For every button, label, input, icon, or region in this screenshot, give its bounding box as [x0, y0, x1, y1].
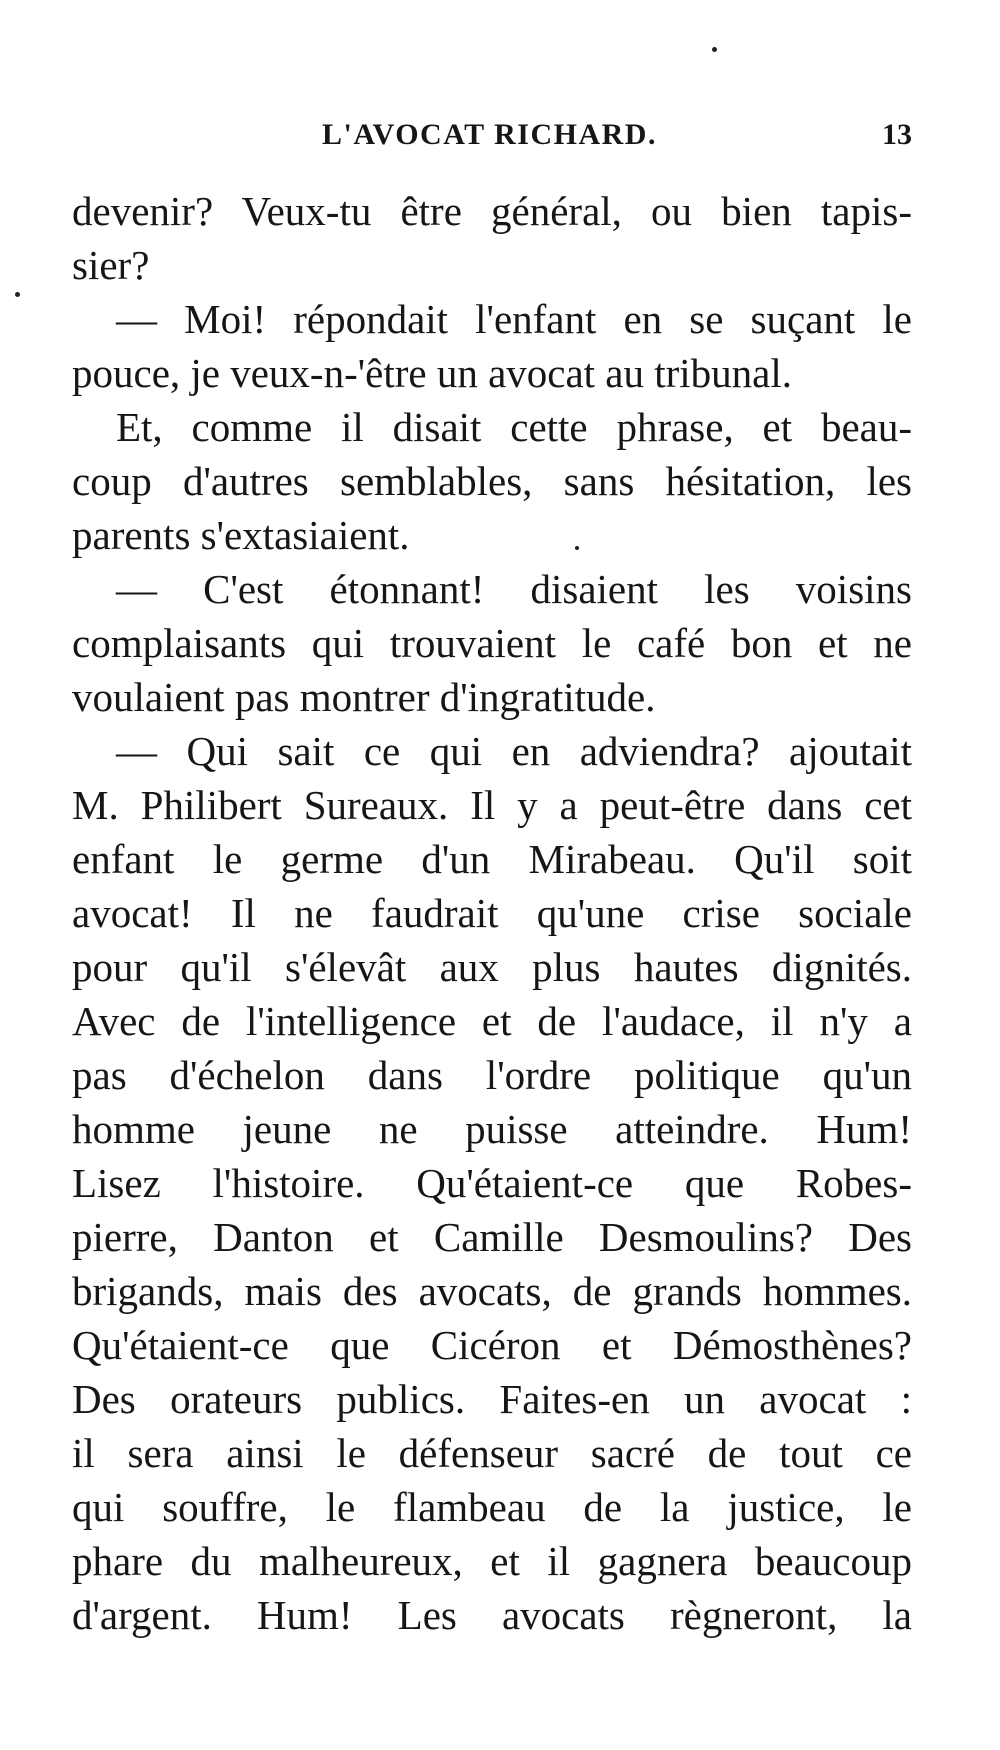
text-line: avocat! Il ne faudrait qu'une crise sociale: [72, 890, 912, 936]
text-line: pour qu'il s'élevât aux plus hautes dignités.: [72, 944, 912, 990]
text-line: Lisez l'histoire. Qu'étaient-ce que Robes-: [72, 1160, 912, 1206]
running-title: L'AVOCAT RICHARD.: [322, 118, 657, 151]
text-line: qui souffre, le flambeau de la justice, le: [72, 1484, 912, 1530]
text-line: il sera ainsi le défenseur sacré de tout ce: [72, 1430, 912, 1476]
text-line: voulaient pas montrer d'ingratitude.: [72, 674, 656, 720]
text-line: sier?: [72, 242, 150, 288]
text-line: Avec de l'intelligence et de l'audace, il n'y a: [72, 998, 912, 1044]
text-line: d'argent. Hum! Les avocats règneront, la: [72, 1592, 912, 1638]
text-line: complaisants qui trouvaient le café bon et ne: [72, 620, 912, 666]
text-line: devenir? Veux-tu être général, ou bien tapis-: [72, 188, 912, 234]
text-line: M. Philibert Sureaux. Il y a peut-être dans cet: [72, 782, 912, 828]
text-line: homme jeune ne puisse atteindre. Hum!: [72, 1106, 912, 1152]
text-line: brigands, mais des avocats, de grands hommes.: [72, 1268, 912, 1314]
ink-speck: [712, 47, 717, 52]
text-line: phare du malheureux, et il gagnera beaucoup: [72, 1538, 912, 1584]
text-line: pouce, je veux-n-'être un avocat au tribunal.: [72, 350, 793, 396]
text-line: coup d'autres semblables, sans hésitation, les: [72, 458, 912, 504]
text-line: pierre, Danton et Camille Desmoulins? Des: [72, 1214, 912, 1260]
text-line: — Moi! répondait l'enfant en se suçant le: [116, 296, 912, 342]
page-number: 13: [882, 118, 912, 151]
text-line: Des orateurs publics. Faites-en un avocat :: [72, 1376, 912, 1422]
text-line: parents s'extasiaient.: [72, 512, 410, 558]
text-line: Qu'étaient-ce que Cicéron et Démosthènes?: [72, 1322, 912, 1368]
text-line: Et, comme il disait cette phrase, et beau-: [116, 404, 912, 450]
text-line: — Qui sait ce qui en adviendra? ajoutait: [116, 728, 912, 774]
text-line: pas d'échelon dans l'ordre politique qu'un: [72, 1052, 912, 1098]
text-line: — C'est étonnant! disaient les voisins: [116, 566, 912, 612]
body-text: [72, 184, 912, 1642]
text-line: enfant le germe d'un Mirabeau. Qu'il soit: [72, 836, 912, 882]
ink-speck: [15, 292, 20, 297]
running-header: [72, 118, 912, 162]
